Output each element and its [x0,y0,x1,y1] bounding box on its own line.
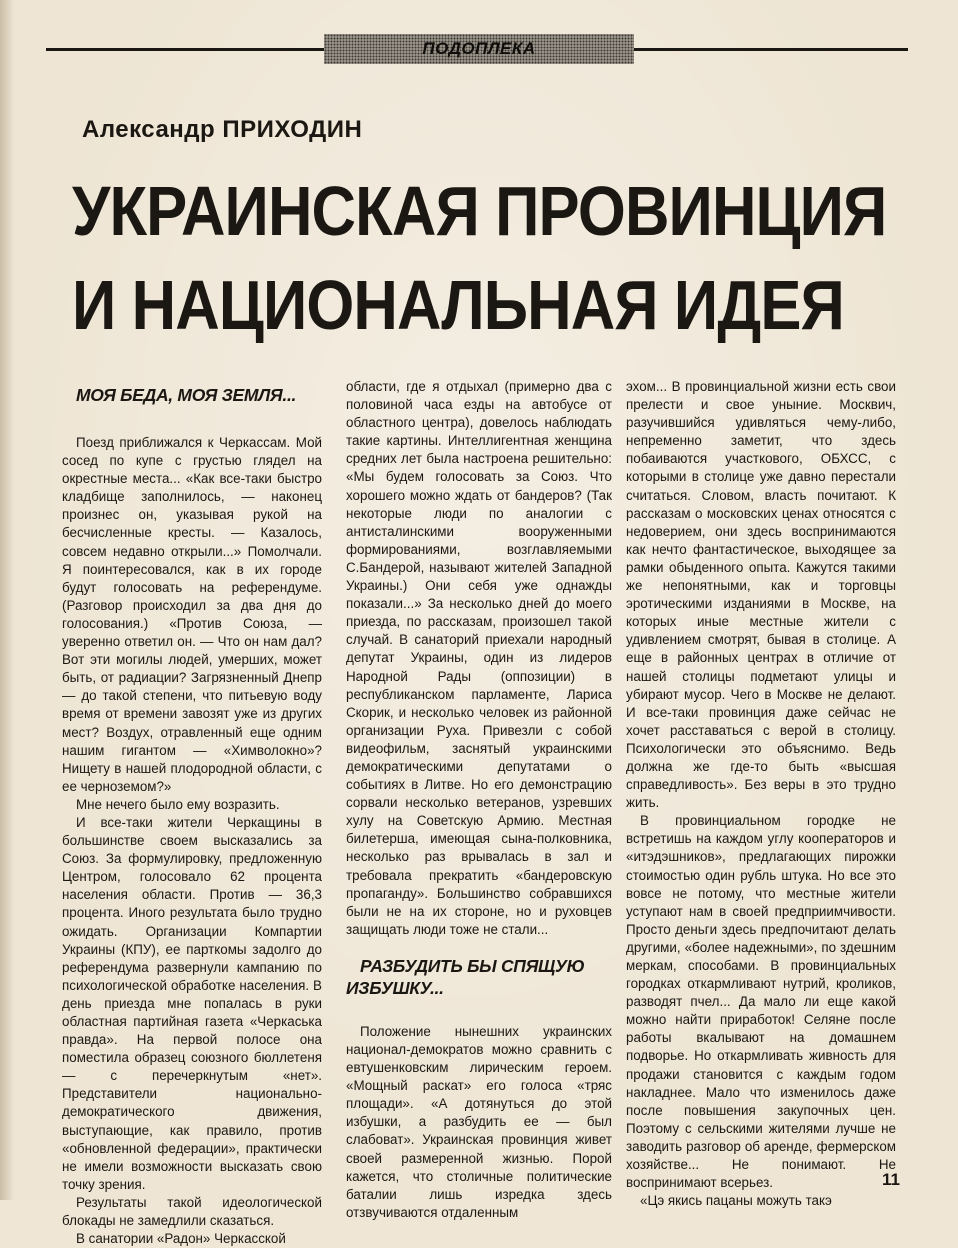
headline-line-2: И НАЦИОНАЛЬНАЯ ИДЕЯ [72,266,844,344]
header-rule-right [634,48,908,51]
paragraph: И все-таки жители Черкащины в большинстве своем высказались за Союз. За формулировку, предложенную Центром, голосовало 62 процента населения области. Против — 36,3 процента. Иного результата было трудно ожидать. Организации Компартии Украины (КПУ), ее парткомы задолго до референдума развернули кампанию по психологической обработке населения. В день приезда мне попалась в руки областная партийная газета «Черкаська правда». На первой полосе она поместила образец союзного бюллетеня — с перечеркнутым «нет». Представители национально-демократического движения, выступающие, как правило, против «обновленной федерации», практически не имели возможности высказать свою точку зрения. [62,814,322,1192]
article-column-2 [346,378,612,1222]
section-heading: МОЯ БЕДА, МОЯ ЗЕМЛЯ... [76,385,297,405]
article-column-3 [626,378,896,1210]
paragraph: Поезд приближался к Черкассам. Мой сосед по купе с грустью глядел на окрестные места... «Как все-таки быстро кладбище заполнилось, — наконец произнес он, указывая рукой на бесчисленные кресты. — Казалось, совсем недавно открыли...» Помолчали. Я поинтересовался, как в их городе будут голосовать на референдуме. (Разговор происходил за два дня до голосования.) «Против Союза, — уверенно ответил он. — Что он нам дал? Вот эти могилы людей, умерших, может быть, от радиации? Загрязненный Днепр — до такой степени, что питьевую воду время от времени завозят уже из других мест? Воздух, отравленный еще одним нашим гигантом — «Химволокно»? Нищету в нашей плодородной области, с ее черноземом?» [62,435,322,794]
paragraph: В провинциальном городке не встретишь на каждом углу кооператоров и «итэдэшников», предлагающих пирожки стоимостью один рубль штука. Но все это вовсе не потому, что местные жители уступают нам в своей предприимчивости. Просто деньги здесь предпочитают делать другими, «более надежными», по здешним меркам, способами. В провинциальных городках откармливают нутрий, кроликов, разводят пчел... Да мало ли еще какой можно найти приработок! Селяне после работы вкалывают на домашнем подворье. Но откармливать живность для продажи становится с каждым годом накладнее. Мало что изменилось даже после повышения закупочных цен. Поэтому с сельскими жителями лучше не заводить разговор об аренде, фермерском хозяйстве... Не понимают. Не воспринимают всерьез. [626,813,896,1191]
rubric-banner [324,34,634,64]
headline-line-1: УКРАИНСКАЯ ПРОВИНЦИЯ [72,172,887,250]
rubric-label: ПОДОПЛЕКА [422,39,536,58]
paragraph: «Цэ якись пацаны можуть такэ [640,1193,832,1209]
article-column-1 [62,384,322,1248]
page-edge-shadow [0,0,14,1200]
paragraph: Положение нынешних украинских национал-демократов можно сравнить с евтушенковским лирическим героем. «Мощный раскат» его голоса «тряс площади». «А дотянуться до этой избушки, а разбудить ее — был слабоват». Украинская провинция живет своей размеренной жизнью. Порой кажется, что столичные политические баталии лишь изредка здесь отзвучиваются отдаленным [346,1023,612,1220]
author-name: Александр ПРИХОДИН [82,116,363,143]
paragraph: эхом... В провинциальной жизни есть свои прелести и свое уныние. Москвич, разучившийся удивляться чему-либо, непременно заметит, что здесь побаиваются участкового, ОБХСС, с которыми в столице уже давно перестали считаться. Словом, власть почитают. К рассказам о московских ценах относятся с недоверием, они здесь воспринимаются как нечто фантастическое, выходящее за рамки обыденного опыта. Кажутся такими же непонятными, как и торговцы эротическими изданиями в Москве, на которых иные местные жители с удивлением смотрят, бывая в столице. А еще в районных центрах в отличие от нашей столицы подметают улицы и убирают мусор. Чего в Москве не делают. И все-таки провинция даже сейчас не хочет расставаться с верой в столицу. Психологически это объяснимо. Ведь должна же где-то быть «высшая справедливость». Без веры в это трудно жить. [626,379,896,811]
paragraph: Результаты такой идеологической блокады не замедлили сказаться. [62,1194,322,1229]
header-rule-left [46,48,324,51]
page-number: 11 [882,1170,900,1189]
section-heading: РАЗБУДИТЬ БЫ СПЯЩУЮ ИЗБУШКУ... [346,955,585,998]
paragraph: Мне нечего было ему возразить. [76,796,280,812]
paragraph: В санатории «Радон» Черкасской [76,1231,286,1247]
paragraph: области, где я отдыхал (примерно два с половиной часа езды на автобусе от областного центра), довелось наблюдать такие картины. Интеллигентная женщина средних лет была настроена решительно: «Мы будем голосовать за Союз. Что хорошего можно ждать от бандеров? (Так некоторые люди по аналогии с антисталинскими вооруженными формированиями, возглавляемыми С.Бандерой, называют жителей Западной Украины.) Они себя уже однажды показали...» За несколько дней до моего приезда, по рассказам, произошел такой случай. В санаторий приехали народный депутат Украины, один из лидеров Народной Рады (оппозиции) в республиканском парламенте, Лариса Скорик, и несколько человек из районной организации Руха. Привезли с собой видеофильм, заснятый украинскими демократическими депутатами о событиях в Литве. Но его демонстрацию сорвали несколько ветеранов, узревших хулу на Советскую Армию. Местная билетерша, имеющая сына-полковника, несколько раз врывалась в зал и требовала прекратить «бандеровскую пропаганду». Большинство собравшихся были не на их стороне, но и руховцев защищать люди тоже не стали... [346,379,612,937]
